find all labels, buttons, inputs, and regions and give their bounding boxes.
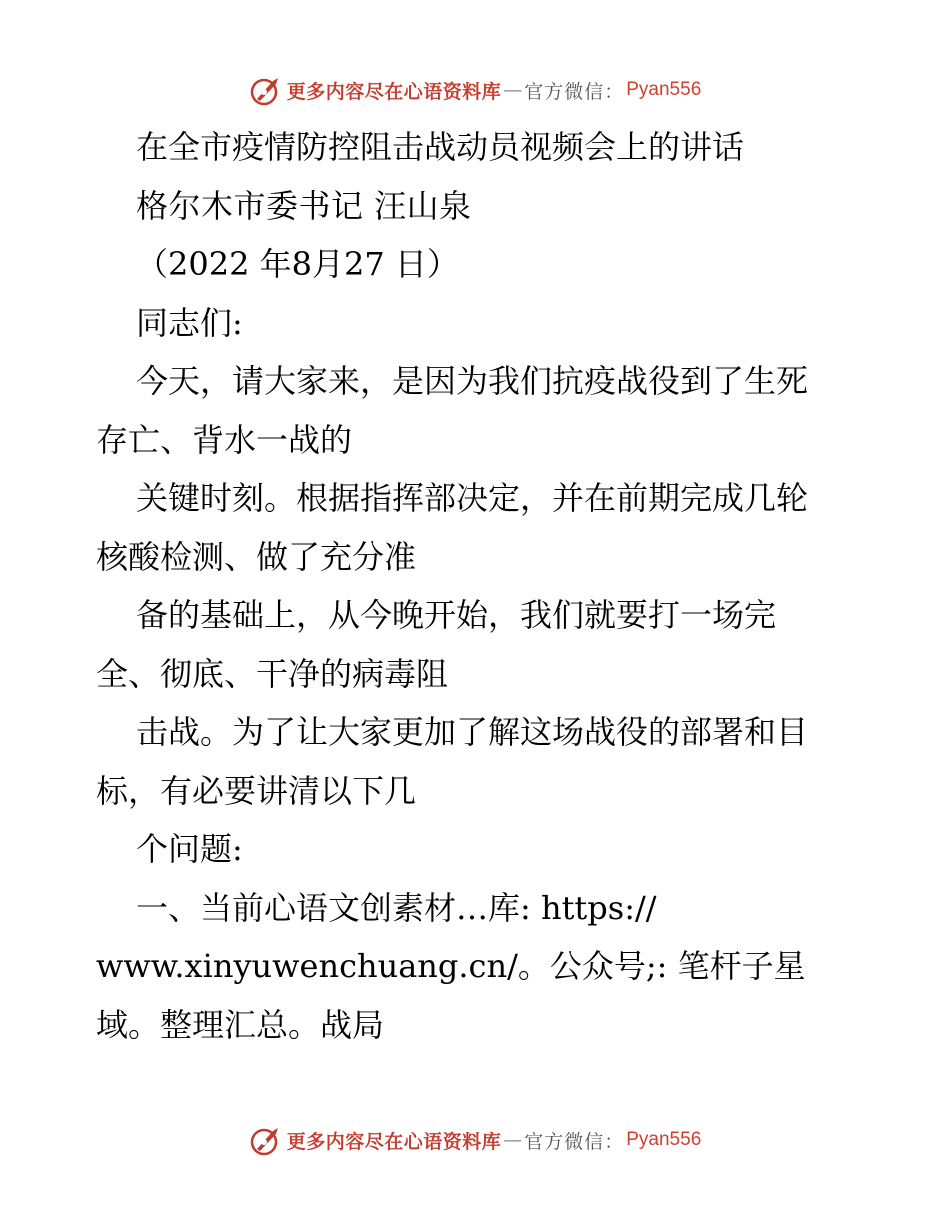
paragraph-line: 核酸检测、做了充分准 bbox=[96, 537, 417, 576]
watermark-wechat-id: Pyan556 bbox=[626, 1129, 702, 1150]
watermark-sub-text: 官方微信： bbox=[524, 1130, 625, 1153]
date-line: （2022 年8月27 日） bbox=[136, 245, 459, 283]
document-title: 在全市疫情防控阻击战动员视频会上的讲话 bbox=[136, 128, 745, 166]
paragraph-line: 今天，请大家来，是因为我们抗疫战役到了生死 bbox=[136, 362, 809, 400]
watermark-main-text: 更多内容尽在心语资料库 bbox=[286, 80, 502, 103]
watermark-sub-text: 官方微信： bbox=[524, 80, 625, 103]
paragraph-line: 个问题: bbox=[136, 830, 243, 868]
salutation: 同志们: bbox=[136, 303, 243, 342]
footer-watermark bbox=[0, 1120, 950, 1160]
watermark-main-text: 更多内容尽在心语资料库 bbox=[286, 1130, 502, 1153]
header-watermark bbox=[0, 70, 950, 110]
paragraph-line: 关键时刻。根据指挥部决定，并在前期完成几轮 bbox=[136, 479, 809, 517]
watermark-dash: — bbox=[503, 79, 523, 101]
pen-logo-icon bbox=[249, 1123, 283, 1157]
pen-logo-icon bbox=[249, 73, 283, 107]
document-body bbox=[96, 118, 856, 1054]
section-heading-line: 一、当前心语文创素材…库: https:// bbox=[136, 888, 657, 927]
paragraph-line: 全、彻底、干净的病毒阻 bbox=[96, 654, 449, 693]
paragraph-line: www.xinyuwenchuang.cn/。公众号;: 笔杆子星 bbox=[96, 947, 806, 985]
paragraph-line: 标，有必要讲清以下几 bbox=[96, 771, 417, 810]
paragraph-line: 域。整理汇总。战局 bbox=[96, 1005, 385, 1044]
paragraph-line: 击战。为了让大家更加了解这场战役的部署和目 bbox=[136, 713, 809, 751]
author-line: 格尔木市委书记 汪山泉 bbox=[136, 186, 472, 225]
paragraph-line: 备的基础上，从今晚开始，我们就要打一场完 bbox=[136, 596, 777, 634]
watermark-dash: — bbox=[503, 1129, 523, 1151]
paragraph-line: 存亡、背水一战的 bbox=[96, 420, 353, 459]
watermark-wechat-id: Pyan556 bbox=[626, 79, 702, 100]
